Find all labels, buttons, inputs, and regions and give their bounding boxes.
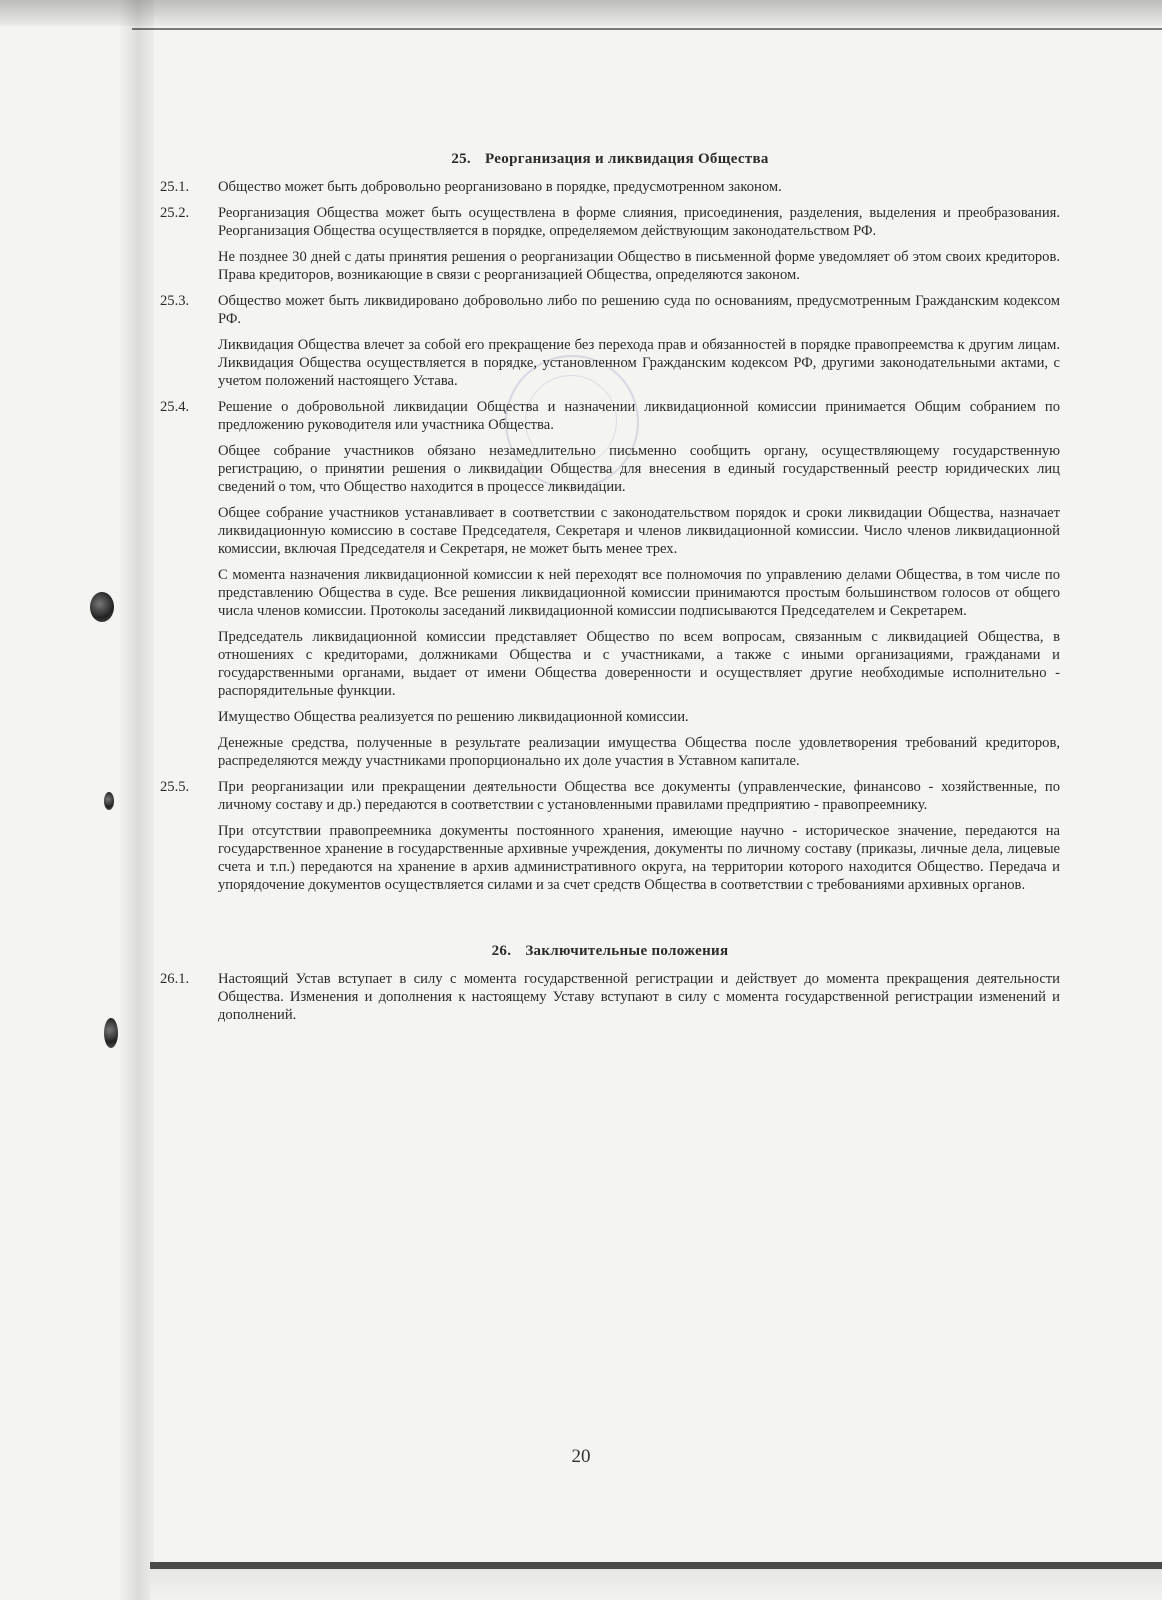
page-number: 20 [571,1446,591,1467]
clause-text: Общество может быть ликвидировано добровольно либо по решению суда по основаниям, предусмотренным Гражданским кодексом РФ. [218,293,1060,327]
section-25-heading [160,150,1060,168]
paragraph: Денежные средства, полученные в результате реализации имущества Общества после удовлетворения требований кредиторов, распределяются между участниками пропорционально их доле участия в Уставном капитале. [218,735,1060,769]
clause-26-1 [160,970,1060,1024]
clause-number: 25.2. [160,205,190,221]
clause-number: 25.5. [160,779,190,795]
clause-25-1 [160,178,1060,196]
scan-edge-top [0,0,1162,26]
clause-text: Общество может быть добровольно реорганизовано в порядке, предусмотренном законом. [218,179,782,195]
section-title: Заключительные положения [525,943,729,959]
paragraph: Не позднее 30 дней с даты принятия решения о реорганизации Общество в письменной форме уведомляет об этом своих кредиторов. Права кредиторов, возникающие в связи с реорганизацией Общества, определяются законом. [218,249,1060,283]
paragraph: Председатель ликвидационной комиссии представляет Общество по всем вопросам, связанным с ликвидацией Общества, в отношениях с кредиторами, должниками Общества и с участниками, а также с иными организациями, гражданами и государственными органами, выдает от имени Общества доверенности и осуществляет другие необходимые исполнительно - распорядительные функции. [218,629,1060,699]
paragraph: Общее собрание участников устанавливает в соответствии с законодательством порядок и сроки ликвидации Общества, назначает ликвидационную комиссию в составе Председателя, Секретаря и членов ликвидационной комиссии. Число членов ликвидационной комиссии, включая Председателя и Секретаря, не может быть менее трех. [218,505,1060,557]
section-spacer [160,902,1060,942]
section-number: 25. [451,151,471,167]
document-body [160,150,1060,1032]
paragraph: Общее собрание участников обязано незамедлительно письменно сообщить органу, осуществляющему государственную регистрацию, о принятии решения о ликвидации Общества для внесения в единый государственный реестр юридических лиц сведений о том, что Общество находится в процессе ликвидации. [218,443,1060,495]
paragraph: С момента назначения ликвидационной комиссии к ней переходят все полномочия по управлению делами Общества, в том числе по представлению Общества в суде. Все решения ликвидационной комиссии принимаются простым большинством голосов от общего числа членов комиссии. Протоколы заседаний ликвидационной комиссии подписываются Председателем и Секретарем. [218,567,1060,619]
clause-number: 25.1. [160,179,190,195]
clause-number: 25.3. [160,293,190,309]
clause-text: Решение о добровольной ликвидации Общества и назначении ликвидационной комиссии принимается Общим собранием по предложению руководителя или участника Общества. [218,399,1060,433]
clause-number: 26.1. [160,971,190,987]
clause-25-3 [160,292,1060,328]
binder-hole-icon [90,592,114,622]
top-rule [132,28,1162,30]
paragraph: При отсутствии правопреемника документы постоянного хранения, имеющие научно - историческое значение, передаются на государственное хранение в государственные архивные учреждения, документы по личному составу (приказы, личные дела, лицевые счета и т.п.) передаются на хранение в архив административного округа, на территории которого находится Общество. Передача и упорядочение документов осуществляется силами и за счет средств Общества в соответствии с требованиями архивных органов. [218,823,1060,893]
section-26-heading [160,942,1060,960]
section-number: 26. [491,943,512,959]
binder-hole-icon [104,792,114,810]
clause-25-4 [160,398,1060,434]
clause-text: Реорганизация Общества может быть осуществлена в форме слияния, присоединения, разделения, выделения и преобразования. Реорганизация Общества осуществляется в порядке, определяемом действующим законодательством РФ. [218,205,1060,239]
scan-edge-bottom [150,1562,1162,1569]
binder-hole-icon [104,1018,118,1048]
page-fold-shadow [118,0,154,1600]
paragraph: Имущество Общества реализуется по решению ликвидационной комиссии. [218,709,689,725]
section-title: Реорганизация и ликвидация Общества [485,151,769,167]
clause-text: При реорганизации или прекращении деятельности Общества все документы (управленческие, финансово - хозяйственные, по личному составу и др.) передаются в соответствии с установленными правилами предприятию - правопреемнику. [218,779,1060,813]
clause-25-5 [160,778,1060,814]
scan-margin-bottom [150,1569,1162,1600]
clause-25-2 [160,204,1060,240]
clause-text: Настоящий Устав вступает в силу с момента государственной регистрации и действует до момента прекращения деятельности Общества. Изменения и дополнения к настоящему Уставу вступают в силу с момента государственной регистрации изменений и дополнений. [218,971,1060,1023]
clause-number: 25.4. [160,399,190,415]
paragraph: Ликвидация Общества влечет за собой его прекращение без перехода прав и обязанностей в порядке правопреемства к другим лицам. Ликвидация Общества осуществляется в порядке, установленном Гражданским кодексом РФ, другими законодательными актами, с учетом положений настоящего Устава. [218,337,1060,389]
